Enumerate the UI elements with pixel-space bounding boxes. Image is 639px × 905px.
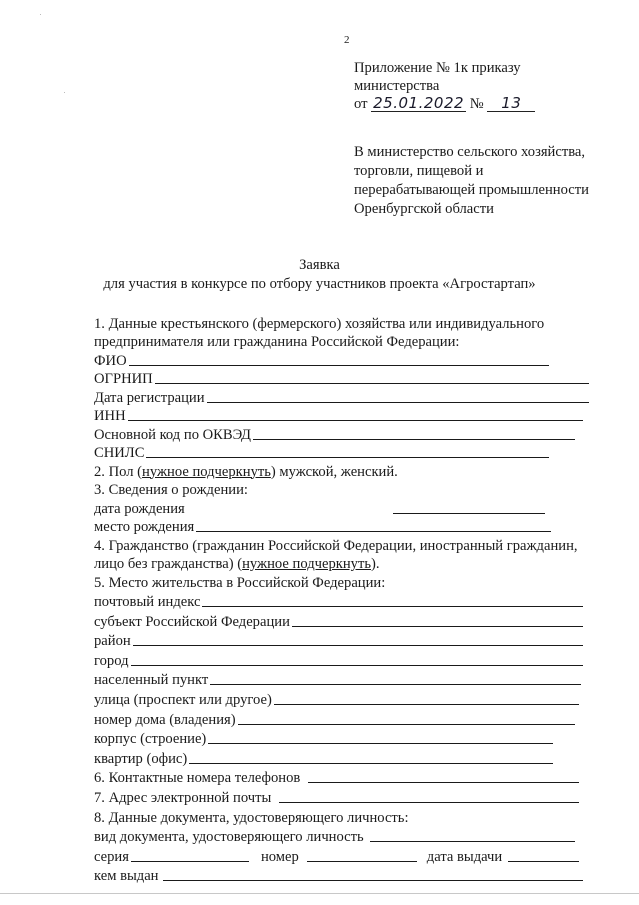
birth-date-field[interactable] <box>393 512 545 514</box>
inn-row <box>94 407 589 426</box>
number-field[interactable] <box>307 860 417 862</box>
street-label: улица (проспект или другое) <box>94 692 272 709</box>
city-field[interactable] <box>131 664 583 666</box>
district-row <box>94 631 589 651</box>
issued-by-row <box>94 866 589 886</box>
street-row <box>94 689 589 709</box>
section-4-b: лицо без гражданства) ( нужное подчеркнуть ). <box>94 556 380 572</box>
street-field[interactable] <box>274 703 579 705</box>
annex-number-handwritten: 13 <box>487 96 535 112</box>
city-row <box>94 650 589 670</box>
phones-label: 6. Контактные номера телефонов <box>94 770 301 787</box>
issued-by-field[interactable] <box>163 879 584 881</box>
phones-row <box>94 768 589 788</box>
underline-note-2: нужное подчеркнуть <box>242 556 371 572</box>
section-2-row: 2. Пол ( нужное подчеркнуть ) мужской, женский. <box>94 463 398 480</box>
snils-label: СНИЛС <box>94 445 145 461</box>
inn-field[interactable] <box>128 419 583 421</box>
building-field[interactable] <box>208 742 553 744</box>
issue-date-field[interactable] <box>508 860 579 862</box>
section-1-heading-a: 1. Данные крестьянского (фермерского) хозяйства или индивидуального <box>94 315 545 332</box>
birth-place-field[interactable] <box>196 530 551 532</box>
snils-field[interactable] <box>146 456 549 458</box>
apartment-label: квартир (офис) <box>94 750 188 767</box>
email-field[interactable] <box>279 801 579 803</box>
scan-speck <box>64 92 65 93</box>
section-4-a: 4. Гражданство (гражданин Российской Федерации, иностранный гражданин, <box>94 537 578 554</box>
subject-label: субъект Российской Федерации <box>94 613 290 630</box>
email-row <box>94 787 589 807</box>
apartment-row <box>94 748 589 768</box>
snils-row <box>94 444 589 463</box>
doc-type-label: вид документа, удостоверяющего личность <box>94 829 364 846</box>
email-label: 7. Адрес электронной почты <box>94 790 272 807</box>
postal-label: почтовый индекс <box>94 594 201 611</box>
section-1-heading-b: предпринимателя или гражданина Российской Федерации: <box>94 334 460 350</box>
underline-note: нужное подчеркнуть <box>142 463 271 480</box>
birth-place-label: место рождения <box>94 519 195 535</box>
number-label: номер <box>260 848 299 865</box>
birth-date-row <box>94 499 589 518</box>
okved-field[interactable] <box>253 438 575 440</box>
section-3-heading: 3. Сведения о рождении: <box>94 482 248 498</box>
subject-row <box>94 611 589 631</box>
birth-date-label: дата рождения <box>94 500 185 517</box>
fio-field[interactable] <box>129 364 549 366</box>
house-row <box>94 709 589 729</box>
ogrnip-field[interactable] <box>155 382 589 384</box>
house-label: номер дома (владения) <box>94 711 236 728</box>
annex-line-1: Приложение № 1к приказу <box>354 60 521 76</box>
issue-date-label: дата выдачи <box>426 848 503 865</box>
locality-field[interactable] <box>210 683 581 685</box>
city-label: город <box>94 652 129 669</box>
ogrnip-row <box>94 370 589 389</box>
section-5-heading: 5. Место жительства в Российской Федерации: <box>94 574 386 591</box>
page-number: 2 <box>344 34 350 46</box>
ogrnip-label: ОГРНИП <box>94 371 153 387</box>
locality-row <box>94 670 589 690</box>
building-label: корпус (строение) <box>94 731 207 748</box>
okved-row <box>94 425 589 444</box>
building-row <box>94 729 589 749</box>
annex-block <box>354 59 535 113</box>
inn-label: ИНН <box>94 408 126 424</box>
reg-date-row <box>94 388 589 407</box>
reg-date-field[interactable] <box>207 401 589 403</box>
apartment-field[interactable] <box>189 762 553 764</box>
annex-line-3 <box>354 95 535 113</box>
district-field[interactable] <box>133 644 583 646</box>
postal-field[interactable] <box>202 605 583 607</box>
series-label: серия <box>94 848 129 865</box>
series-row <box>94 846 589 866</box>
scan-edge <box>0 893 639 894</box>
document-title: Заявка <box>299 257 340 273</box>
application-form <box>94 314 589 885</box>
doc-type-field[interactable] <box>370 840 575 842</box>
series-field[interactable] <box>131 860 249 862</box>
birth-place-row <box>94 518 589 537</box>
reg-date-label: Дата регистрации <box>94 389 205 406</box>
okved-label: Основной код по ОКВЭД <box>94 426 252 443</box>
doc-type-row <box>94 827 589 847</box>
annex-date-handwritten: 25.01.2022 <box>373 94 465 112</box>
annex-number-label: № <box>469 96 484 112</box>
document-subtitle: для участия в конкурсе по отбору участников проекта «Агростартап» <box>103 276 536 292</box>
issued-by-label: кем выдан <box>94 868 159 885</box>
annex-line-2: министерства <box>354 78 440 94</box>
section-8-heading: 8. Данные документа, удостоверяющего личность: <box>94 809 409 826</box>
locality-label: населенный пункт <box>94 672 209 689</box>
postal-row <box>94 592 589 612</box>
scan-speck <box>40 14 41 15</box>
annex-from-label: от <box>354 96 368 112</box>
fio-row <box>94 351 589 370</box>
district-label: район <box>94 633 131 650</box>
addressee-block: В министерство сельского хозяйства, торговли, пищевой и перерабатывающей промышленности Оренбургской области <box>354 144 589 217</box>
phones-field[interactable] <box>308 781 579 783</box>
house-field[interactable] <box>238 723 575 725</box>
fio-label: ФИО <box>94 352 127 369</box>
subject-field[interactable] <box>292 625 583 627</box>
